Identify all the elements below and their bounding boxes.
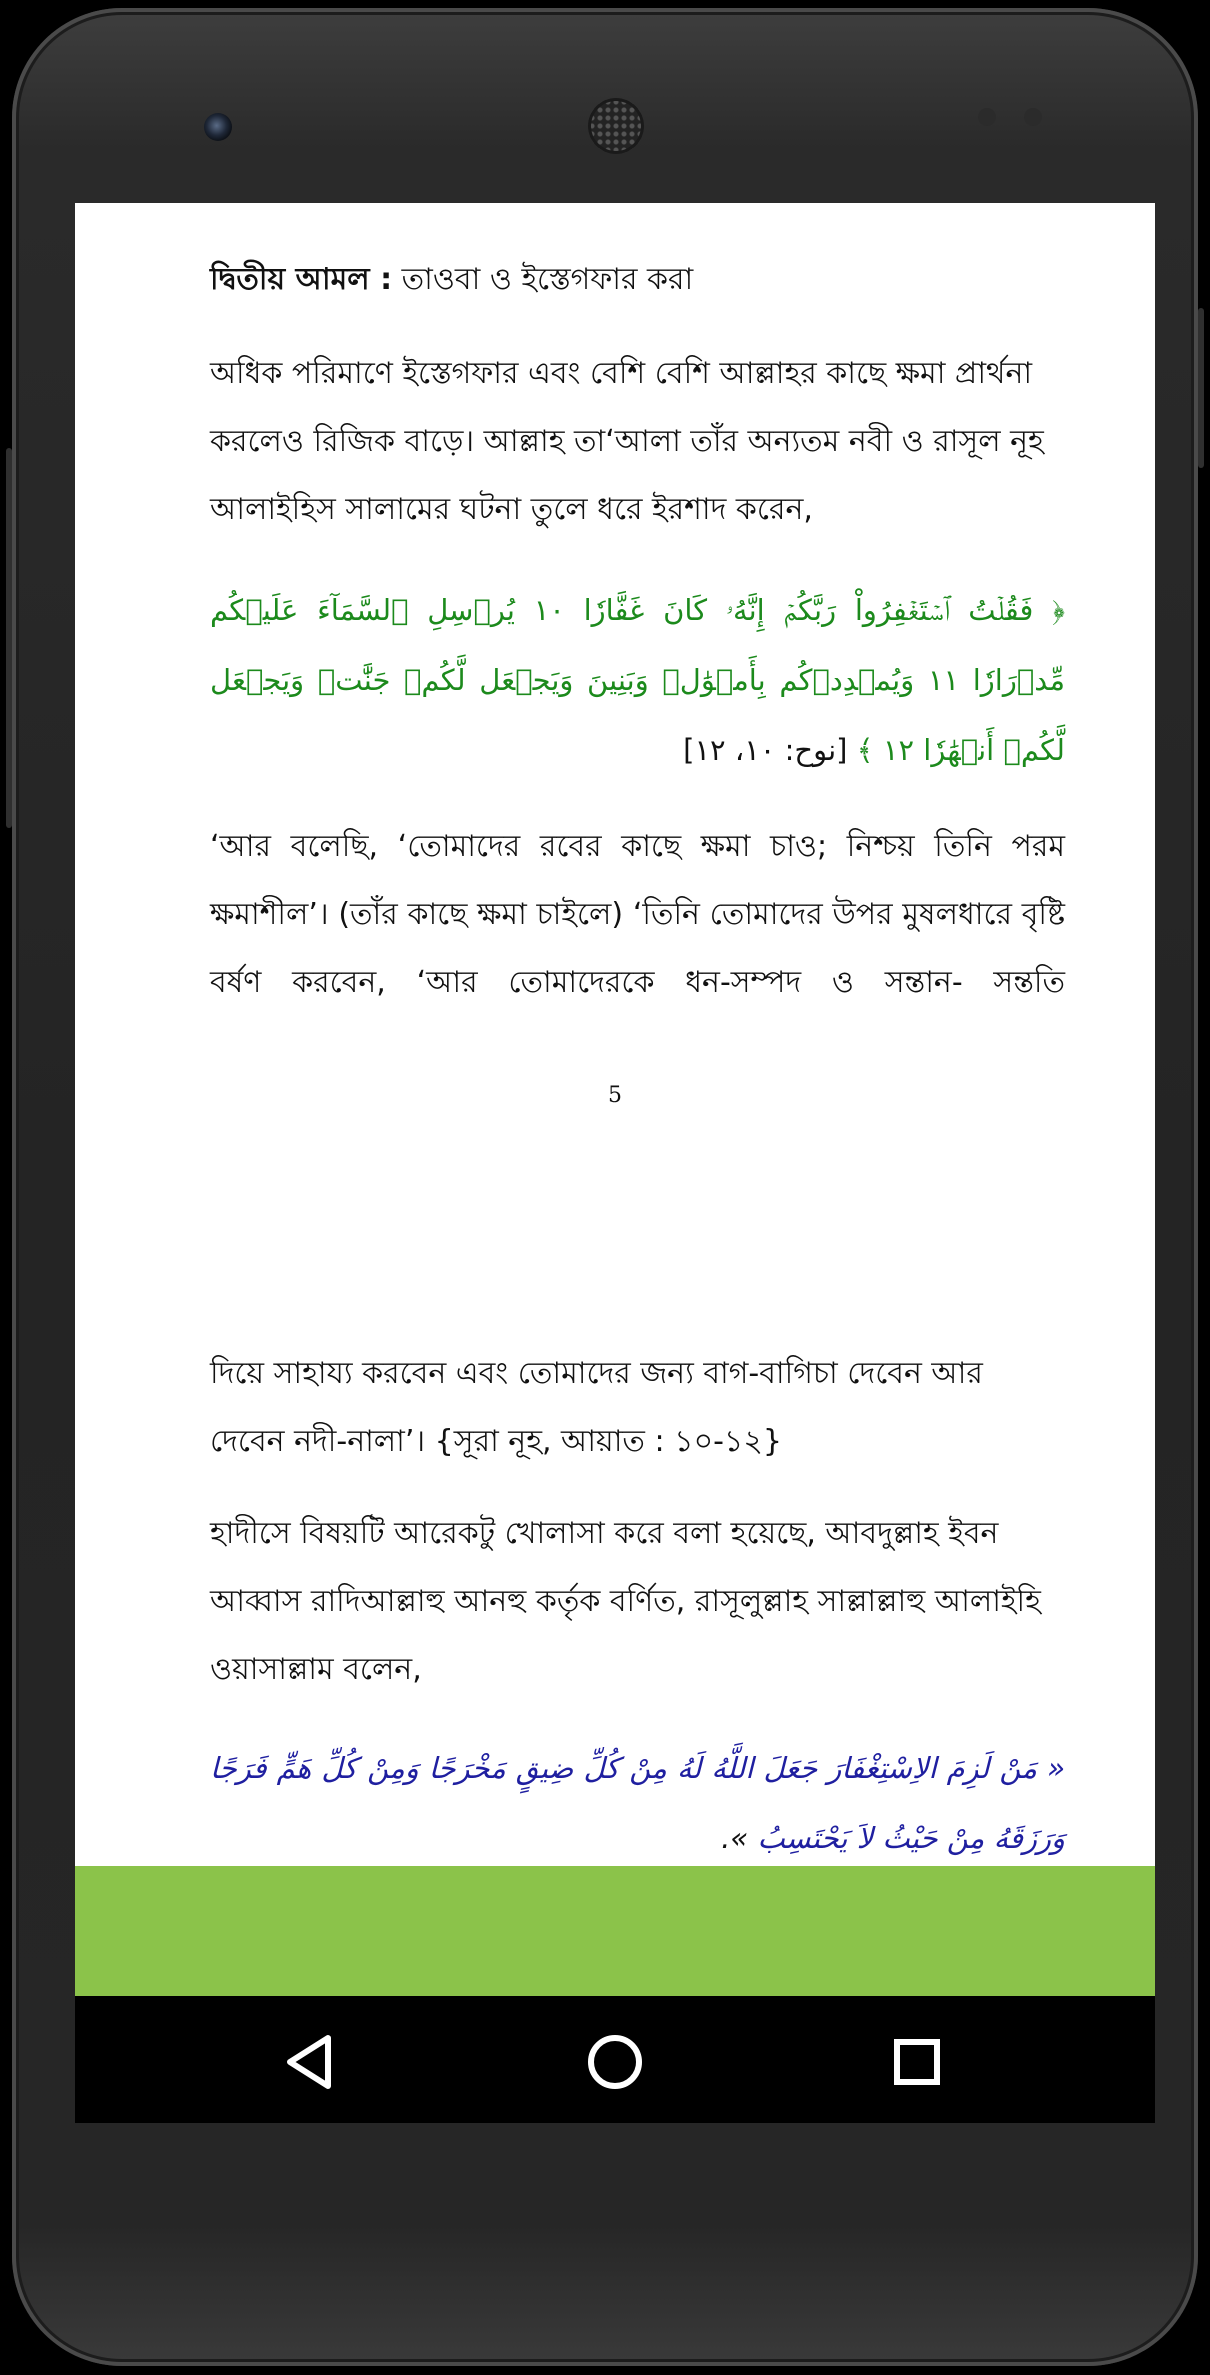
- heading-text: তাওবা ও ইস্তেগফার করা: [392, 262, 694, 297]
- section-heading: [210, 255, 1065, 305]
- proximity-sensor-icon: [978, 108, 996, 126]
- power-button: [1198, 308, 1204, 468]
- recents-icon: [877, 2022, 957, 2102]
- page-number: 5: [608, 1083, 622, 1108]
- front-camera-icon: [204, 113, 232, 141]
- hadith-text: « مَنْ لَزِمَ الاِسْتِغْفَارَ جَعَلَ اللَّهُ لَهُ مِنْ كُلِّ ضِيقٍ مَخْرَجًا وَمِنْ كُلِّ هَمٍّ فَرَجًا وَرَزَقَهُ مِنْ حَيْثُ لاَ يَحْتَسِبُ: [210, 1751, 1065, 1855]
- earpiece-speaker-icon: [588, 98, 644, 154]
- paragraph-hadith-intro: হাদীসে বিষয়টি আরেকটু খোলাসা করে বলা হয়েছে, আবদুল্লাহ ইবন আব্বাস রাদিআল্লাহু আনহু কর্তৃক বর্ণিত, রাসূলুল্লাহ সাল্লাল্লাহু আলাইহি ওয়াসাল্লাম বলেন,: [210, 1516, 1041, 1687]
- screen: [75, 203, 1155, 2123]
- phone-frame: [12, 8, 1198, 2366]
- paragraph-intro: অধিক পরিমাণে ইস্তেগফার এবং বেশি বেশি আল্লাহর কাছে ক্ষমা প্রার্থনা করলেও রিজিক বাড়ে। আল্লাহ তা‘আলা তাঁর অন্যতম নবী ও রাসূল নূহ আলাইহিস সালামের ঘটনা তুলে ধরে ইরশাদ করেন,: [210, 356, 1044, 527]
- navigation-bar: [75, 1996, 1155, 2123]
- recents-button[interactable]: [877, 2022, 957, 2102]
- home-icon: [575, 2022, 655, 2102]
- bottom-toolbar: [75, 1866, 1155, 1996]
- reader-content[interactable]: [75, 203, 1155, 1866]
- paragraph-translation: ‘আর বলেছি, ‘তোমাদের রবের কাছে ক্ষমা চাও; নিশ্চয় তিনি পরম ক্ষমাশীল’। (তাঁর কাছে ক্ষমা চাইলে) ‘তিনি তোমাদের উপর মুষলধারে বৃষ্টি বর্ষণ করবেন, ‘আর তোমাদেরকে ধন-সম্পদ ও সন্তান- সন্ততি: [210, 829, 1065, 1000]
- paragraph-translation-cont: দিয়ে সাহায্য করবেন এবং তোমাদের জন্য বাগ-বাগিচা দেবেন আর দেবেন নদী-নালা’। {সূরা নূহ, আয়াত : ১০-১২}: [210, 1356, 983, 1459]
- light-sensor-icon: [1024, 108, 1042, 126]
- heading-bold: দ্বিতীয় আমল :: [210, 262, 393, 297]
- home-button[interactable]: [575, 2022, 655, 2102]
- quran-verse-block: [210, 575, 1065, 785]
- quran-reference: [نوح: ١٠، ١٢]: [683, 733, 857, 767]
- back-icon: [270, 2022, 350, 2102]
- volume-button: [6, 448, 12, 828]
- hadith-block: [210, 1733, 1065, 1866]
- hadith-end: ».: [721, 1821, 758, 1855]
- quran-verse: ﴿ فَقُلۡتُ ٱسۡتَغۡفِرُواْ رَبَّكُمۡ إِنَّهُۥ كَانَ غَفَّارٗا ١٠ يُرۡسِلِ ٱلسَّمَآءَ عَلَيۡكُم مِّدۡرَارٗا ١١ وَيُمۡدِدۡكُم بِأَمۡوَٰلٖ وَبَنِينَ وَيَجۡعَل لَّكُمۡ جَنَّٰتٖ وَيَجۡعَل لَّكُمۡ أَنۡهَٰرٗا ١٢ ﴾: [210, 593, 1065, 767]
- back-button[interactable]: [270, 2022, 350, 2102]
